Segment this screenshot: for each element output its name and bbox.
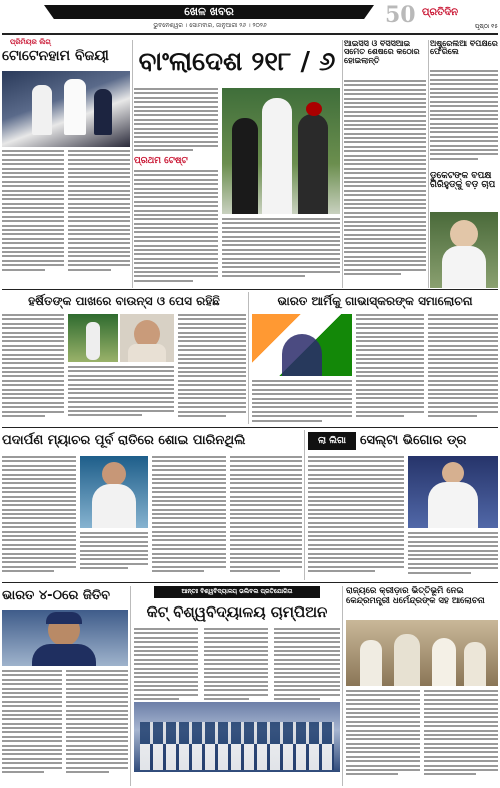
debut-headline: ପଦାର୍ପଣ ମ୍ୟାଚର ପୂର୍ବ ରାତିରେ ଶୋଇ ପାରିନଥିଲି	[2, 433, 246, 448]
premier-kicker: ପ୍ରିମିୟର ଲିଗ୍	[10, 38, 51, 46]
section-title: ଖେଳ ଖବର	[184, 5, 234, 18]
kiit-headline: କିଟ୍ ବିଶ୍ୱବିଦ୍ୟାଳୟ ଚାମ୍ପିଅନ	[146, 603, 328, 621]
story-kiit	[134, 586, 340, 786]
duckett-photo	[430, 212, 498, 288]
ambati-headline: ଆଇସିସି ଓ ବିସିସିଆଇ ସମେତ ଶେଷରେ କଠୋର ହୋଇଲାନ୍ତି	[344, 40, 420, 65]
bangladesh-subhead: ପ୍ରଥମ ଟେଷ୍ଟ	[134, 156, 188, 166]
story-harshit	[2, 292, 246, 424]
premier-photo	[2, 71, 130, 147]
story-ashes	[430, 38, 498, 168]
anniversary-logo	[385, 2, 421, 30]
story-premier-league	[2, 38, 130, 288]
minister-photo	[346, 620, 498, 686]
premier-body	[2, 150, 130, 286]
army-photo	[252, 314, 352, 376]
story-army	[252, 292, 498, 424]
paper-name: ପ୍ରତିଦିନ	[422, 7, 458, 18]
harshit-photo-1	[68, 314, 118, 362]
duckett-headline: ଡୁକେଟଙ୍କ ବିପକ୍ଷ ଗିରିହୁଡ୍‌କୁ ବଡ଼ ଚାପ	[430, 172, 496, 191]
premier-headline: ଟୋଟେନହାମ ବିଜୟୀ	[2, 49, 109, 64]
minister-headline: ରାଜ୍ୟରେ କ୍ରୀଡ଼ାର ଭିତ୍ତିଭୂମି ନେଇ କେନ୍ଦ୍ରମନ୍ତ୍ରୀ ଧର୍ମେନ୍ଦ୍ରଙ୍କ ସହ ଆଲୋଚନା	[346, 586, 485, 607]
story-debut	[2, 430, 302, 580]
story-ambati	[344, 38, 426, 288]
laliga-headline: ସେଲ୍ଟା ଭିଗୋର ଡ୍ର	[360, 433, 467, 448]
story-india40	[2, 586, 128, 786]
bangladesh-photo	[222, 88, 340, 214]
india40-headline: ଭାରତ ୪-୦ରେ ଜିତିବ	[2, 588, 110, 603]
ashes-headline: ଅଷ୍ଟ୍ରେଲିଆ ବିପକ୍ଷରେ ଫେରିଲେ	[430, 40, 498, 57]
laliga-label: ଲା ଲିଗା	[318, 436, 346, 446]
dateline: ଭୁବନେଶ୍ୱର । ସୋମବାର, ଜାନୁଆରୀ ୨୬ । ୨୦୨୬	[153, 22, 267, 29]
kiit-kicker: ଆନ୍ତଃ ବିଶ୍ୱବିଦ୍ୟାଳୟ ଭଲିବଲ ପ୍ରତିଯୋଗିତା	[181, 588, 293, 595]
story-minister	[346, 586, 498, 786]
harshit-headline: ହର୍ଷିତଙ୍କ ପାଖରେ ବାଉନ୍ସ ଓ ପେସ ରହିଛି	[28, 294, 220, 308]
kiit-team-photo	[134, 702, 340, 772]
india40-photo	[2, 610, 128, 666]
army-headline: ଭାରତ ଆର୍ମିକୁ ଗାଭାସ୍କରଙ୍କ ସମାଲୋଚନା	[277, 294, 473, 308]
anniversary-number: 50	[385, 2, 416, 28]
story-bangladesh	[134, 38, 340, 288]
laliga-photo	[408, 456, 498, 528]
story-duckett	[430, 172, 498, 288]
bangladesh-headline: ବାଂଲାଦେଶ ୨୧୮ / ୬	[138, 47, 336, 77]
debut-photo	[80, 456, 148, 528]
page-number: ପୃଷ୍ଠା ୧୫	[474, 23, 498, 30]
masthead	[0, 0, 500, 36]
harshit-photo-2	[120, 314, 174, 362]
masthead-rule	[2, 33, 498, 35]
story-laliga	[308, 430, 498, 580]
